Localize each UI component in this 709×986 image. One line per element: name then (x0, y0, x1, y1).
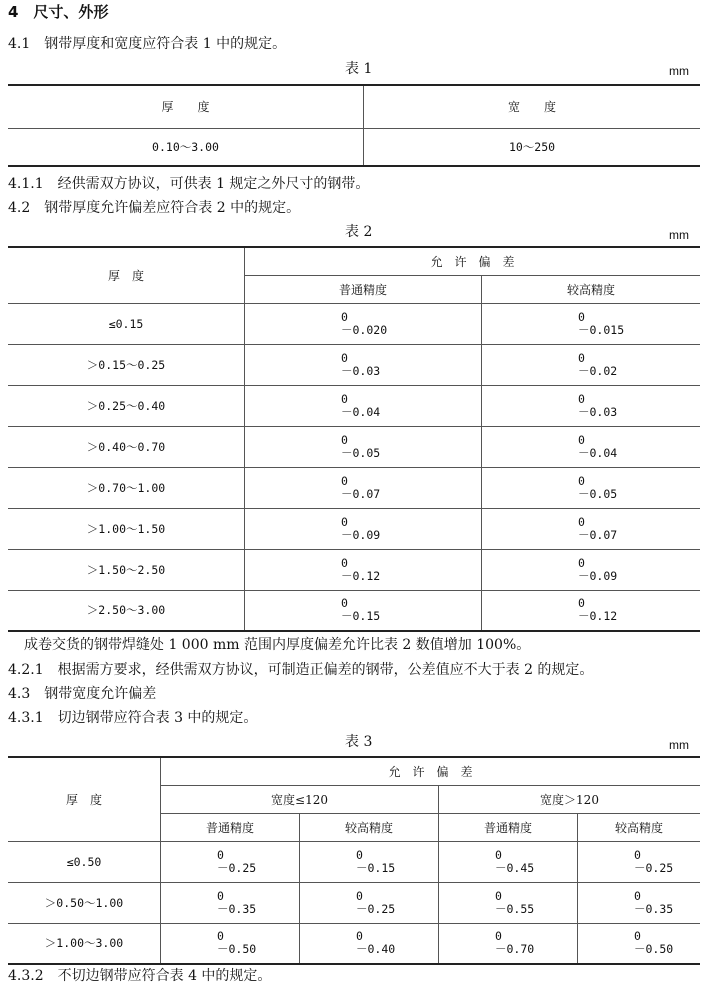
tolerance-upper: 0 (341, 432, 348, 447)
table3-header-high-gt: 较高精度 (578, 813, 701, 841)
table3-cell-c2 (300, 882, 439, 923)
table3-cell-c1 (161, 923, 300, 964)
clause-4-1-1: 4.1.1 经供需双方协议，可供表 1 规定之外尺寸的钢带。 (8, 176, 370, 192)
table3-header-high-le: 较高精度 (300, 813, 439, 841)
table2-cell-normal (245, 549, 482, 590)
table3-header-tolerance: 允 许 偏 差 (161, 757, 701, 785)
table2-header-tolerance: 允 许 偏 差 (245, 247, 701, 275)
tolerance-lower: －0.15 (341, 609, 381, 624)
tolerance-lower: －0.03 (341, 363, 381, 378)
table3-row (8, 923, 700, 964)
tolerance-lower: －0.07 (578, 527, 618, 542)
table3-row (8, 841, 700, 882)
table2-cell-thickness: ＞0.15～0.25 (8, 344, 245, 385)
clause-4-3: 4.3 钢带宽度允许偏差 (8, 686, 157, 702)
tolerance-lower: －0.25 (217, 860, 257, 875)
tolerance-upper: 0 (578, 350, 585, 365)
clause-4-2: 4.2 钢带厚度允许偏差应符合表 2 中的规定。 (8, 200, 301, 216)
table3-cell-c3 (439, 923, 578, 964)
table2-header-thickness: 厚 度 (8, 247, 245, 303)
tolerance-lower: －0.70 (495, 942, 535, 957)
table2-row (8, 508, 700, 549)
table2-cell-thickness: ＞0.40～0.70 (8, 426, 245, 467)
tolerance-lower: －0.25 (356, 901, 396, 916)
tolerance-lower: －0.45 (495, 860, 535, 875)
table2-row (8, 344, 700, 385)
table2-cell-high (482, 508, 701, 549)
tolerance-lower: －0.02 (578, 363, 618, 378)
table2-row (8, 549, 700, 590)
table3-header-width-le: 宽度≤120 (161, 785, 439, 813)
tolerance-upper: 0 (578, 391, 585, 406)
table3-caption: 表 3 (345, 734, 373, 750)
table1-cell-thickness: 0.10～3.00 (8, 128, 364, 166)
table2-cell-thickness: ＞0.25～0.40 (8, 385, 245, 426)
table2-cell-high (482, 426, 701, 467)
tolerance-lower: －0.35 (217, 901, 257, 916)
table2-cell-thickness: ＞1.00～1.50 (8, 508, 245, 549)
table2 (8, 246, 700, 632)
weld-note: 成卷交货的钢带焊缝处 1 000 mm 范围内厚度偏差允许比表 2 数值增加 100%。 (24, 637, 531, 653)
table2-cell-thickness: ＞2.50～3.00 (8, 590, 245, 631)
tolerance-upper: 0 (341, 309, 348, 324)
tolerance-upper: 0 (356, 888, 363, 903)
tolerance-upper: 0 (634, 929, 641, 944)
clause-4-3-2: 4.3.2 不切边钢带应符合表 4 中的规定。 (8, 968, 272, 984)
tolerance-lower: －0.25 (634, 860, 674, 875)
table3-header-normal-le: 普通精度 (161, 813, 300, 841)
table2-unit: mm (669, 228, 689, 242)
table1-header-thickness: 厚 度 (8, 85, 364, 128)
tolerance-upper: 0 (495, 847, 502, 862)
tolerance-upper: 0 (356, 929, 363, 944)
tolerance-upper: 0 (341, 514, 348, 529)
tolerance-upper: 0 (578, 309, 585, 324)
table2-row (8, 385, 700, 426)
tolerance-lower: －0.50 (634, 942, 674, 957)
tolerance-upper: 0 (341, 350, 348, 365)
section-heading: 4 尺寸、外形 (8, 3, 109, 21)
tolerance-lower: －0.40 (356, 942, 396, 957)
table1 (8, 84, 700, 167)
tolerance-lower: －0.05 (578, 486, 618, 501)
tolerance-lower: －0.09 (578, 568, 618, 583)
clause-4-1: 4.1 钢带厚度和宽度应符合表 1 中的规定。 (8, 36, 287, 52)
tolerance-lower: －0.09 (341, 527, 381, 542)
table1-cell-width: 10～250 (364, 128, 701, 166)
table2-cell-normal (245, 508, 482, 549)
table3-cell-thickness: ＞0.50～1.00 (8, 882, 161, 923)
tolerance-upper: 0 (217, 888, 224, 903)
table3-cell-c2 (300, 841, 439, 882)
clause-4-2-1: 4.2.1 根据需方要求，经供需双方协议，可制造正偏差的钢带，公差值应不大于表 2 的规定。 (8, 662, 594, 678)
table1-header-width: 宽 度 (364, 85, 701, 128)
table2-row (8, 426, 700, 467)
table2-cell-high (482, 549, 701, 590)
tolerance-lower: －0.015 (578, 322, 625, 337)
tolerance-lower: －0.35 (634, 901, 674, 916)
table3-cell-c4 (578, 882, 701, 923)
tolerance-lower: －0.04 (341, 404, 381, 419)
table2-cell-normal (245, 590, 482, 631)
table3-row (8, 882, 700, 923)
table3-header-width-gt: 宽度＞120 (439, 785, 701, 813)
table3-cell-c2 (300, 923, 439, 964)
clause-4-3-1: 4.3.1 切边钢带应符合表 3 中的规定。 (8, 710, 258, 726)
tolerance-lower: －0.020 (341, 322, 388, 337)
tolerance-upper: 0 (578, 596, 585, 611)
table2-caption: 表 2 (345, 224, 373, 240)
tolerance-upper: 0 (341, 596, 348, 611)
tolerance-lower: －0.05 (341, 445, 381, 460)
table2-cell-normal (245, 385, 482, 426)
table2-cell-thickness: ≤0.15 (8, 303, 245, 344)
table3-cell-c1 (161, 841, 300, 882)
table2-cell-high (482, 344, 701, 385)
tolerance-upper: 0 (217, 847, 224, 862)
table3-unit: mm (669, 738, 689, 752)
table2-cell-normal (245, 344, 482, 385)
table2-cell-high (482, 467, 701, 508)
tolerance-lower: －0.55 (495, 901, 535, 916)
tolerance-lower: －0.12 (341, 568, 381, 583)
table3-cell-c1 (161, 882, 300, 923)
table3-header-normal-gt: 普通精度 (439, 813, 578, 841)
table2-cell-thickness: ＞0.70～1.00 (8, 467, 245, 508)
table3-cell-c3 (439, 841, 578, 882)
table2-cell-normal (245, 467, 482, 508)
tolerance-upper: 0 (341, 391, 348, 406)
table3-cell-c4 (578, 841, 701, 882)
table1-caption: 表 1 (345, 61, 373, 77)
tolerance-upper: 0 (495, 888, 502, 903)
table2-cell-high (482, 385, 701, 426)
table2-row (8, 303, 700, 344)
tolerance-upper: 0 (356, 847, 363, 862)
tolerance-upper: 0 (578, 555, 585, 570)
tolerance-upper: 0 (341, 473, 348, 488)
table2-cell-normal (245, 303, 482, 344)
tolerance-lower: －0.03 (578, 404, 618, 419)
tolerance-upper: 0 (634, 847, 641, 862)
table2-row (8, 590, 700, 631)
table2-cell-high (482, 303, 701, 344)
tolerance-lower: －0.50 (217, 942, 257, 957)
tolerance-upper: 0 (578, 514, 585, 529)
tolerance-lower: －0.04 (578, 445, 618, 460)
tolerance-upper: 0 (217, 929, 224, 944)
tolerance-upper: 0 (578, 473, 585, 488)
table3-header-thickness: 厚 度 (8, 757, 161, 841)
table3-cell-thickness: ＞1.00～3.00 (8, 923, 161, 964)
tolerance-upper: 0 (341, 555, 348, 570)
tolerance-lower: －0.07 (341, 486, 381, 501)
tolerance-lower: －0.15 (356, 860, 396, 875)
table3-cell-thickness: ≤0.50 (8, 841, 161, 882)
table2-cell-normal (245, 426, 482, 467)
table2-cell-high (482, 590, 701, 631)
table2-row (8, 467, 700, 508)
tolerance-upper: 0 (495, 929, 502, 944)
tolerance-lower: －0.12 (578, 609, 618, 624)
table2-header-high: 较高精度 (482, 275, 701, 303)
tolerance-upper: 0 (578, 432, 585, 447)
table3-cell-c4 (578, 923, 701, 964)
table3-cell-c3 (439, 882, 578, 923)
table2-header-normal: 普通精度 (245, 275, 482, 303)
table3 (8, 756, 700, 965)
tolerance-upper: 0 (634, 888, 641, 903)
table2-cell-thickness: ＞1.50～2.50 (8, 549, 245, 590)
table1-unit: mm (669, 64, 689, 78)
